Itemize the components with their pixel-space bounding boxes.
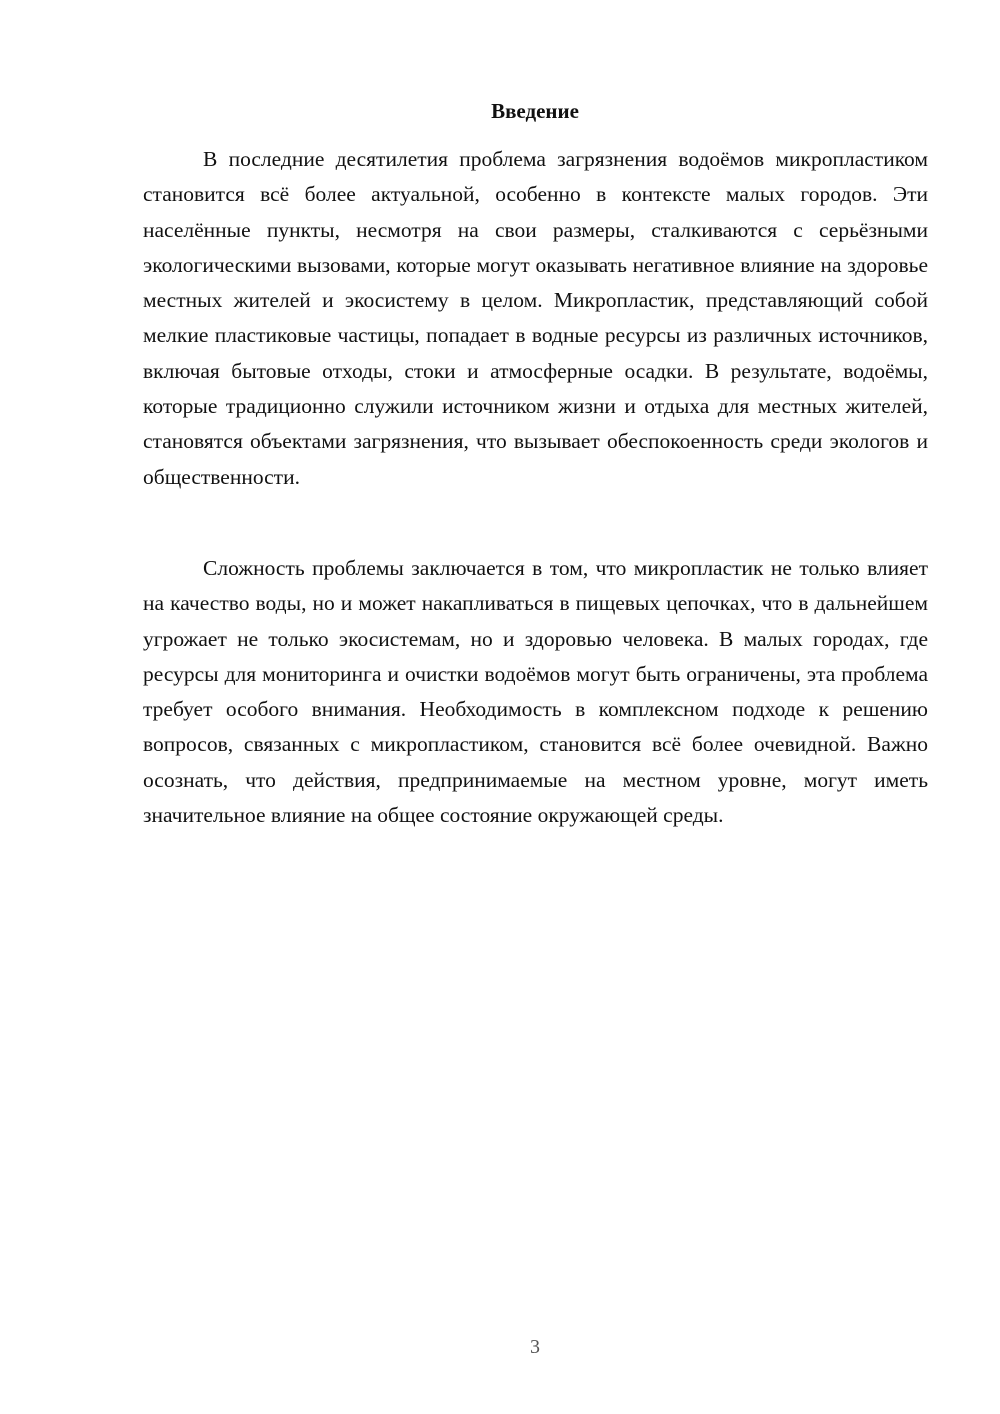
page-number: 3 (530, 1336, 540, 1358)
paragraph-1: В последние десятилетия проблема загрязнения водоёмов микропластиком становится всё более актуальной, особенно в контексте малых городов. Эти населённые пункты, несмотря на свои размеры, сталкиваются с серьёзными экологическими вызовами, которые могут оказывать негативное влияние на здоровье местных жителей и экосистему в целом. Микропластик, представляющий собой мелкие пластиковые частицы, попадает в водные ресурсы из различных источников, включая бытовые отходы, стоки и атмосферные осадки. В результате, водоёмы, которые традиционно служили источником жизни и отдыха для местных жителей, становятся объектами загрязнения, что вызывает обеспокоенность среди экологов и общественности. (143, 147, 928, 489)
paragraph-2: Сложность проблемы заключается в том, что микропластик не только влияет на качество воды, но и может накапливаться в пищевых цепочках, что в дальнейшем угрожает не только экосистемам, но и здоровью человека. В малых городах, где ресурсы для мониторинга и очистки водоёмов могут быть ограничены, эта проблема требует особого внимания. Необходимость в комплексном подходе к решению вопросов, связанных с микропластиком, становится всё более очевидной. Важно осознать, что действия, предпринимаемые на местном уровне, могут иметь значительное влияние на общее состояние окружающей среды. (143, 556, 928, 828)
section-heading: Введение (491, 99, 579, 123)
